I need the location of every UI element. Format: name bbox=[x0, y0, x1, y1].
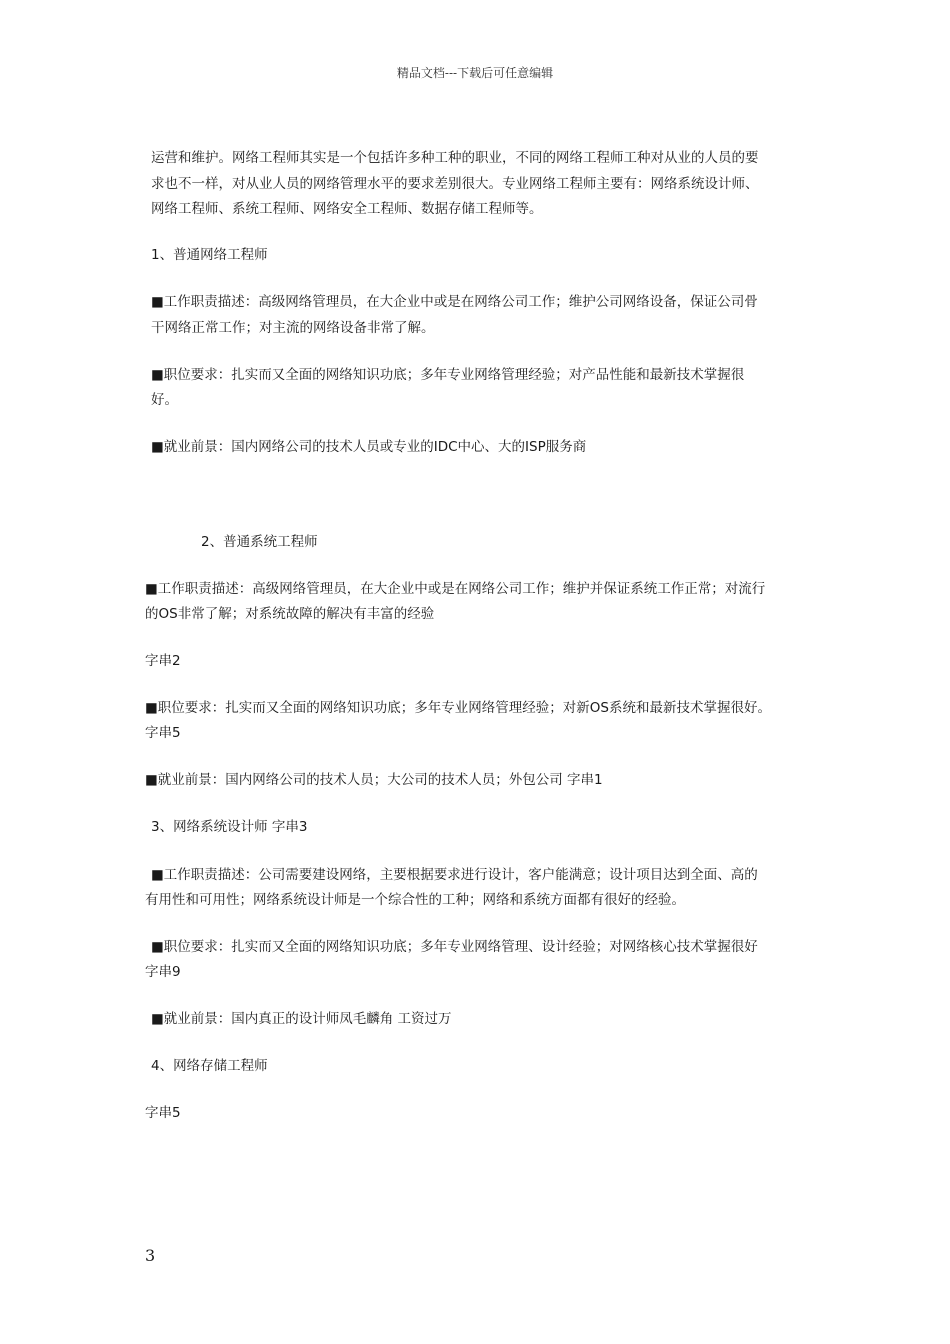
section2-duty-line-1: ■工作职责描述：高级网络管理员，在大企业中或是在网络公司工作；维护并保证系统工作正常；对流行 bbox=[145, 581, 766, 597]
section4-title: 4、网络存储工程师 bbox=[151, 1058, 268, 1074]
page-number: 3 bbox=[145, 1246, 156, 1265]
intro-line-3: 网络工程师、系统工程师、网络安全工程师、数据存储工程师等。 bbox=[151, 201, 543, 217]
section3-req-line-2: 字串9 bbox=[145, 964, 181, 980]
section3-duty-line-1: ■工作职责描述：公司需要建设网络，主要根据要求进行设计，客户能满意；设计项目达到全面、高的 bbox=[151, 867, 758, 883]
section2-duty-line-2: 的OS非常了解；对系统故障的解决有丰富的经验 bbox=[145, 606, 435, 622]
section3-req-line-1: ■职位要求：扎实而又全面的网络知识功底；多年专业网络管理、设计经验；对网络核心技术掌握很好 bbox=[151, 939, 758, 955]
section4-string-a: 字串5 bbox=[145, 1105, 181, 1121]
intro-line-2: 求也不一样，对从业人员的网络管理水平的要求差别很大。专业网络工程师主要有：网络系统设计师、 bbox=[151, 176, 759, 192]
section3-prospect: ■就业前景：国内真正的设计师凤毛麟角 工资过万 bbox=[151, 1011, 452, 1027]
section2-string-a: 字串2 bbox=[145, 653, 181, 669]
section3-title: 3、网络系统设计师 字串3 bbox=[151, 819, 308, 835]
section1-title: 1、普通网络工程师 bbox=[151, 247, 268, 263]
section1-req-line-2: 好。 bbox=[151, 392, 178, 408]
section1-prospect: ■就业前景：国内网络公司的技术人员或专业的IDC中心、大的ISP服务商 bbox=[151, 439, 587, 455]
section2-req-line-2: 字串5 bbox=[145, 725, 181, 741]
section1-duty-line-2: 干网络正常工作；对主流的网络设备非常了解。 bbox=[151, 320, 435, 336]
section1-req-line-1: ■职位要求：扎实而又全面的网络知识功底；多年专业网络管理经验；对产品性能和最新技术掌握很 bbox=[151, 367, 745, 383]
section3-duty-line-2: 有用性和可用性；网络系统设计师是一个综合性的工种；网络和系统方面都有很好的经验。 bbox=[145, 892, 685, 908]
section2-prospect: ■就业前景：国内网络公司的技术人员；大公司的技术人员；外包公司 字串1 bbox=[145, 772, 603, 788]
section2-title: 2、普通系统工程师 bbox=[201, 534, 318, 550]
intro-line-1: 运营和维护。网络工程师其实是一个包括许多种工种的职业，不同的网络工程师工种对从业的人员的要 bbox=[151, 150, 759, 166]
page-header: 精品文档---下载后可任意编辑 bbox=[396, 66, 554, 80]
section2-req-line-1: ■职位要求：扎实而又全面的网络知识功底；多年专业网络管理经验；对新OS系统和最新技术掌握很好。 bbox=[145, 700, 771, 716]
section1-duty-line-1: ■工作职责描述：高级网络管理员，在大企业中或是在网络公司工作；维护公司网络设备，保证公司骨 bbox=[151, 294, 758, 310]
